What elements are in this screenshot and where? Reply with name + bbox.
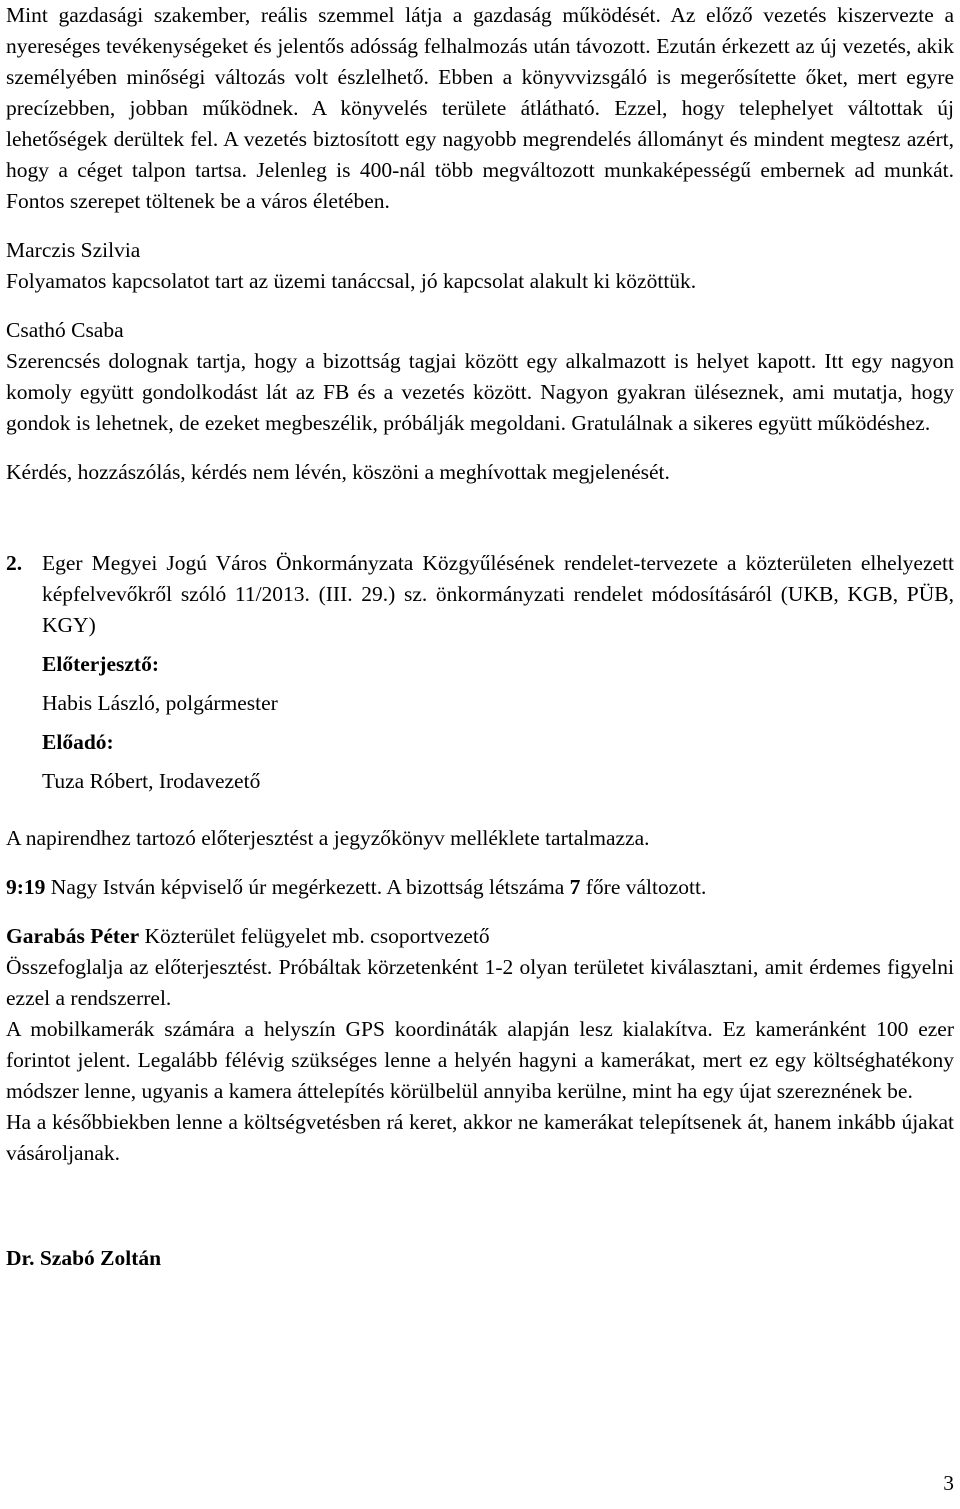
arrival-text-after: főre változott. [580, 875, 707, 899]
agenda-item [6, 548, 954, 797]
spacer [6, 1169, 954, 1243]
presenter-value: Habis László, polgármester [42, 691, 278, 715]
document-page [6, 0, 954, 1274]
speaker-name: Marczis Szilvia [6, 238, 141, 262]
attachment-note: A napirendhez tartozó előterjesztést a jegyzőkönyv melléklete tartalmazza. [6, 826, 650, 850]
committee-count: 7 [569, 875, 581, 899]
spacer [6, 854, 954, 872]
speaker-name: Csathó Csaba [6, 318, 124, 342]
next-speaker-name: Dr. Szabó Zoltán [6, 1246, 162, 1270]
speaker-text: Folyamatos kapcsolatot tart az üzemi tanáccsal, jó kapcsolat alakult ki közöttük. [6, 269, 697, 293]
spacer [6, 439, 954, 457]
speaker-value: Tuza Róbert, Irodavezető [42, 769, 261, 793]
spacer [6, 488, 954, 548]
intro-paragraph: Mint gazdasági szakember, reális szemmel látja a gazdaság működését. Az előző vezetés kiszervezte a nyereséges tevékenységeket és jelentős adósság felhalmozás után távozott. Ezután érkezett az új vezetés, akik személyében minőségi változás volt észlelhető. Ebben a könyvvizsgáló is megerősítette őket, mert egyre precízebben, jobban működnek. A könyvelés területe átlátható. Ezzel, hogy telephelyet váltottak új lehetőségek derültek fel. A vezetés biztosított egy nagyobb megrendelés állományt és mindent megtesz azért, hogy a céget talpon tartsa. Jelenleg is 400-nál több megváltozott munkaképességű embernek ad munkát. Fontos szerepet töltenek be a város életében. [6, 3, 954, 213]
closing-question: Kérdés, hozzászólás, kérdés nem lévén, köszöni a meghívottak megjelenését. [6, 460, 670, 484]
spacer [6, 805, 954, 823]
speaker-paragraph-1: Összefoglalja az előterjesztést. Próbáltak körzetenként 1-2 olyan területet kiválasztani, amit érdemes figyelni ezzel a rendszerrel. [6, 955, 954, 1010]
spacer [6, 903, 954, 921]
spacer [6, 297, 954, 315]
speaker-paragraph-3: Ha a későbbiekben lenne a költségvetésben rá keret, akkor ne kamerákat telepítsenek át, hanem inkább újakat vásároljanak. [6, 1110, 954, 1165]
page-number: 3 [943, 1471, 954, 1495]
spacer [6, 217, 954, 235]
speaker-block-marczis [6, 235, 954, 297]
speaker-label: Előadó: [42, 730, 114, 754]
presenter-label: Előterjesztő: [42, 652, 159, 676]
speaker-block-garabas [6, 921, 954, 1169]
arrival-note [6, 872, 954, 903]
speaker-title: Közterület felügyelet mb. csoportvezető [139, 924, 490, 948]
arrival-text-before: Nagy István képviselő úr megérkezett. A bizottság létszáma [45, 875, 570, 899]
speaker-heading [6, 921, 954, 952]
agenda-item-title: Eger Megyei Jogú Város Önkormányzata Közgyűlésének rendelet-tervezete a közterületen elhelyezett képfelvevőkről szóló 11/2013. (III. 29.) sz. önkormányzati rendelet módosításáról (UKB, KGB, PÜB, KGY) [42, 551, 954, 637]
speaker-name: Garabás Péter [6, 924, 140, 948]
speaker-text: Szerencsés dolognak tartja, hogy a bizottság tagjai között egy alkalmazott is helyet kapott. Itt egy nagyon komoly együtt gondolkodást lát az FB és a vezetés között. Nagyon gyakran üléseznek, ami mutatja, hogy gondok is lehetnek, de ezeket megbeszélik, próbálják megoldani. Gratulálnak a sikeres együtt működéshez. [6, 349, 954, 435]
speaker-paragraph-2: A mobilkamerák számára a helyszín GPS koordináták alapján lesz kialakítva. Ez kameránként 100 ezer forintot jelent. Legalább félévig szükséges lenne a helyén hagyni a kamerákat, mert ez egy költséghatékony módszer lenne, ugyanis a kamera áttelepítés körülbelül annyiba kerülne, mint ha egy újat szereznének be. [6, 1017, 954, 1103]
arrival-time: 9:19 [6, 875, 46, 899]
speaker-block-csatho [6, 315, 954, 439]
agenda-item-number: 2. [6, 551, 23, 575]
